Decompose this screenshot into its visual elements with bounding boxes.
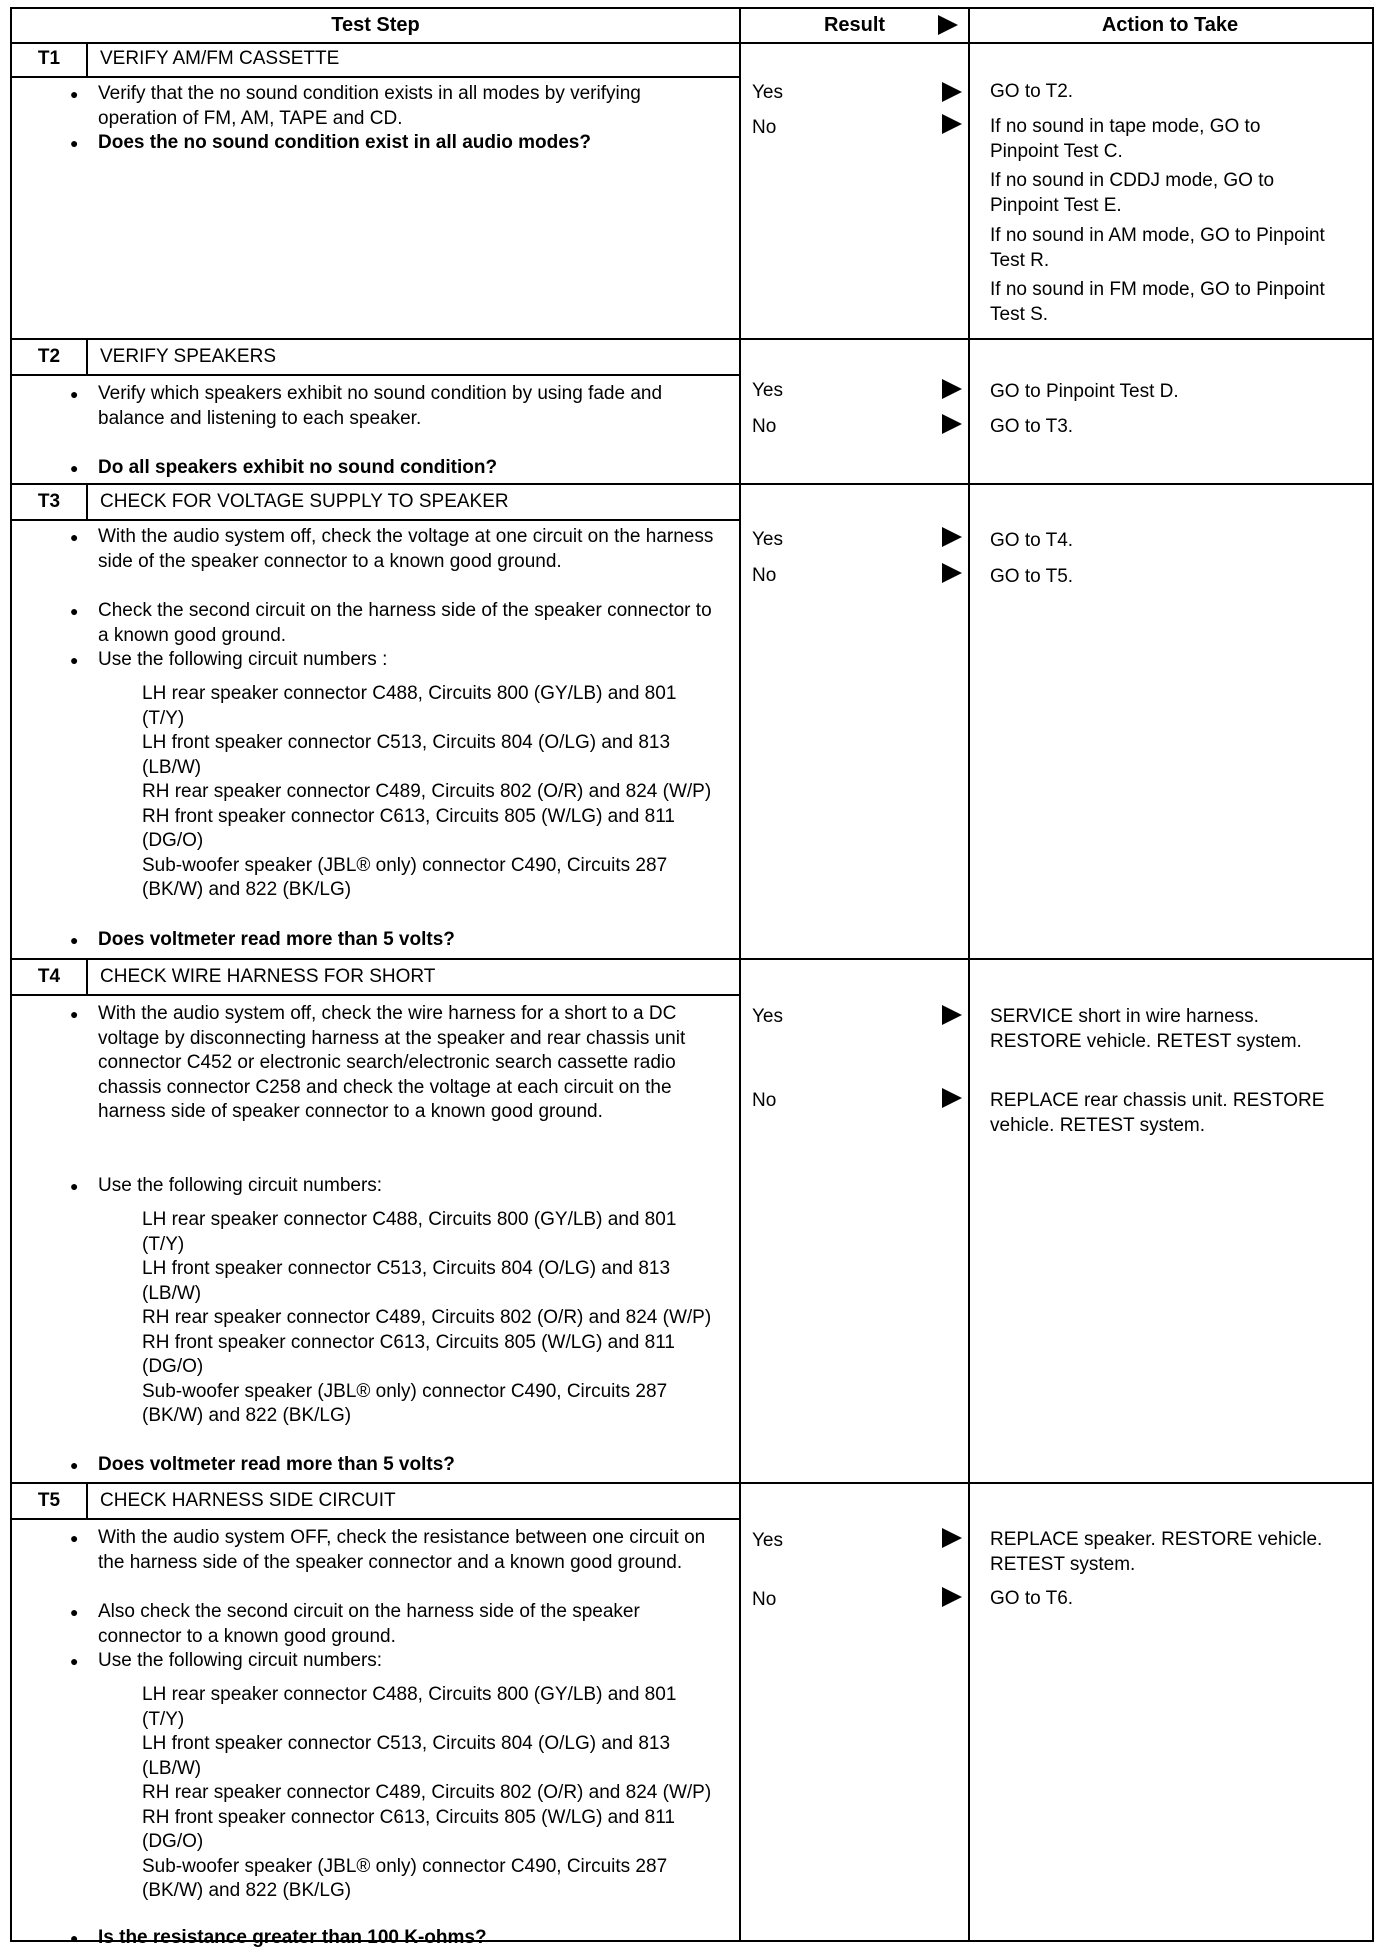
section-t2 (12, 338, 1372, 485)
step-id: T2 (12, 340, 88, 374)
arrow-icon (942, 1587, 962, 1607)
arrow-icon (942, 1088, 962, 1108)
question: ● Does the no sound condition exist in all audio modes? (98, 131, 718, 156)
arrow-icon (942, 1005, 962, 1025)
circuit-list: LH rear speaker connector C488, Circuits 800 (GY/LB) and 801 (T/Y) LH front speaker connector C513, Circuits 804 (O/LG) and 813 (LB/W) RH rear speaker connector C489, Circuits 802 (O/R) and 824 (W/P) RH front speaker connector C613, Circuits 805 (W/LG) and 811 (DG/O) Sub-woofer speaker (JBL® only) connector C490, Circuits 287 (BK/W) and 822 (BK/LG) (142, 1209, 712, 1426)
section-header (12, 42, 739, 78)
question: ● Does voltmeter read more than 5 volts? (98, 928, 718, 953)
result-no: No (752, 1090, 777, 1111)
result-yes: Yes (752, 1006, 783, 1027)
list-item: ● Check the second circuit on the harness side of the speaker connector to a known good ground. (98, 599, 718, 648)
list-item: ● With the audio system OFF, check the resistance between one circuit on the harness side of the speaker connector and a known good ground. (98, 1526, 718, 1575)
step-title: VERIFY SPEAKERS (100, 346, 276, 367)
action: GO to T6. (990, 1588, 1074, 1609)
arrow-icon (942, 527, 962, 547)
question: ● Is the resistance greater than 100 K-ohms? (98, 1926, 718, 1951)
list-item: ● With the audio system off, check the wire harness for a short to a DC voltage by disconnecting harness at the speaker and rear chassis unit connector C452 or electronic search/electronic search cassette radio chassis connector C258 and check the voltage at each circuit on the harness side of speaker connector to a known good ground. (98, 1002, 718, 1125)
step-title: VERIFY AM/FM CASSETTE (100, 48, 340, 69)
header-arrow-icon (938, 15, 958, 35)
header-result: Result (823, 14, 886, 36)
list-item: ● Use the following circuit numbers: (98, 1649, 718, 1674)
action: GO to Pinpoint Test D. (990, 381, 1179, 402)
list-item: ● Verify that the no sound condition exists in all modes by verifying operation of FM, AM, TAPE and CD. (98, 82, 718, 131)
section-t4 (12, 958, 1372, 1484)
section-header (12, 960, 739, 996)
header-action: Action to Take (1101, 14, 1239, 36)
result-no: No (752, 565, 777, 586)
step-title: CHECK HARNESS SIDE CIRCUIT (100, 1490, 396, 1511)
list-item: ● Also check the second circuit on the harness side of the speaker connector to a known good ground. (98, 1600, 718, 1649)
list-item: ● Use the following circuit numbers : (98, 648, 718, 673)
step-title: CHECK FOR VOLTAGE SUPPLY TO SPEAKER (100, 491, 509, 512)
arrow-icon (942, 379, 962, 399)
section-header (12, 485, 739, 521)
circuit-list: LH rear speaker connector C488, Circuits 800 (GY/LB) and 801 (T/Y) LH front speaker connector C513, Circuits 804 (O/LG) and 813 (LB/W) RH rear speaker connector C489, Circuits 802 (O/R) and 824 (W/P) RH front speaker connector C613, Circuits 805 (W/LG) and 811 (DG/O) Sub-woofer speaker (JBL® only) connector C490, Circuits 287 (BK/W) and 822 (BK/LG) (142, 683, 712, 900)
arrow-icon (942, 563, 962, 583)
result-no: No (752, 416, 777, 437)
arrow-icon (942, 114, 962, 134)
arrow-icon (942, 82, 962, 102)
test-table (10, 7, 1374, 1948)
table-header (12, 9, 1372, 44)
section-header (12, 1484, 739, 1520)
section-t1 (12, 42, 1372, 338)
step-id: T3 (12, 485, 88, 519)
question: ● Does voltmeter read more than 5 volts? (98, 1453, 718, 1478)
result-no: No (752, 1589, 777, 1610)
action: GO to T4. (990, 530, 1074, 551)
action: GO to T5. (990, 566, 1074, 587)
section-t3 (12, 483, 1372, 960)
action: GO to T2. (990, 81, 1074, 102)
action: If no sound in FM mode, GO to Pinpoint Test S. (990, 279, 1325, 325)
action: If no sound in CDDJ mode, GO to Pinpoint Test E. (990, 170, 1275, 216)
question: ● Do all speakers exhibit no sound condition? (98, 456, 718, 481)
list-item: ● Use the following circuit numbers: (98, 1174, 718, 1199)
arrow-icon (942, 1528, 962, 1548)
result-yes: Yes (752, 380, 783, 401)
step-id: T5 (12, 1484, 88, 1518)
step-id: T4 (12, 960, 88, 994)
action: REPLACE speaker. RESTORE vehicle. RETEST system. (990, 1529, 1323, 1575)
action: If no sound in tape mode, GO to Pinpoint Test C. (990, 116, 1261, 162)
section-t5 (12, 1482, 1372, 1948)
step-id: T1 (12, 42, 88, 76)
circuit-list: LH rear speaker connector C488, Circuits 800 (GY/LB) and 801 (T/Y) LH front speaker connector C513, Circuits 804 (O/LG) and 813 (LB/W) RH rear speaker connector C489, Circuits 802 (O/R) and 824 (W/P) RH front speaker connector C613, Circuits 805 (W/LG) and 811 (DG/O) Sub-woofer speaker (JBL® only) connector C490, Circuits 287 (BK/W) and 822 (BK/LG) (142, 1684, 712, 1901)
list-item: ● With the audio system off, check the voltage at one circuit on the harness side of the speaker connector to a known good ground. (98, 525, 718, 574)
step-title: CHECK WIRE HARNESS FOR SHORT (100, 966, 436, 987)
result-yes: Yes (752, 529, 783, 550)
list-item: ● Verify which speakers exhibit no sound condition by using fade and balance and listening to each speaker. (98, 382, 718, 431)
action: REPLACE rear chassis unit. RESTORE vehicle. RETEST system. (990, 1090, 1325, 1136)
result-yes: Yes (752, 1530, 783, 1551)
result-yes: Yes (752, 82, 783, 103)
action: GO to T3. (990, 416, 1074, 437)
arrow-icon (942, 414, 962, 434)
action: SERVICE short in wire harness. RESTORE vehicle. RETEST system. (990, 1006, 1302, 1052)
action: If no sound in AM mode, GO to Pinpoint Test R. (990, 225, 1325, 271)
section-header (12, 340, 739, 376)
result-no: No (752, 117, 777, 138)
header-test-step: Test Step (331, 14, 420, 36)
